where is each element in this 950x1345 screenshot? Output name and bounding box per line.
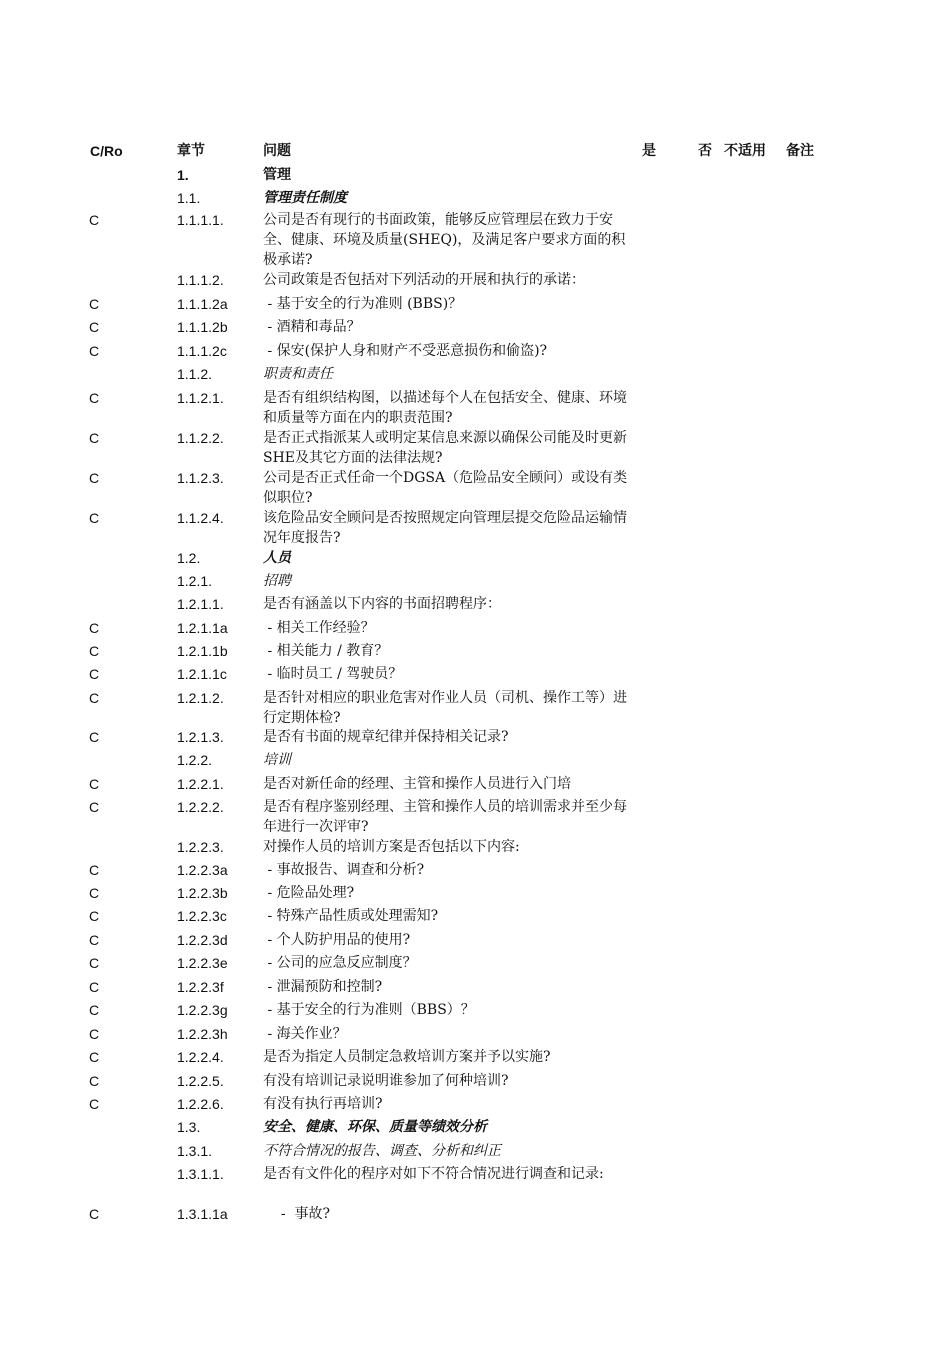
row-question: 是否有涵盖以下内容的书面招聘程序： xyxy=(263,596,501,612)
header-section: 章节 xyxy=(177,143,205,159)
row-question: 管理 xyxy=(263,167,291,183)
row-section: 1.2.2.3f xyxy=(177,979,224,995)
row-cro: C xyxy=(89,319,100,335)
row-section: 1.2.2.3a xyxy=(177,862,228,878)
row-section: 1.1. xyxy=(177,190,201,206)
row-cro: C xyxy=(89,1026,100,1042)
row-cro: C xyxy=(89,510,100,526)
header-na: 不适用 xyxy=(724,143,766,159)
row-section: 1.2.1. xyxy=(177,573,213,589)
row-section: 1.2.2.3e xyxy=(177,955,228,971)
row-question: - 泄漏预防和控制? xyxy=(263,979,383,995)
row-question: - 特殊产品性质或处理需知? xyxy=(263,908,439,924)
row-cro: C xyxy=(89,932,100,948)
row-question: 有没有培训记录说明谁参加了何种培训? xyxy=(263,1073,509,1089)
row-section: 1.2.2.3g xyxy=(177,1002,228,1018)
row-question: 公司是否正式任命一个DGSA（危险品安全顾问）或设有类似职位? xyxy=(263,470,628,506)
row-cro: C xyxy=(89,690,100,706)
row-question: - 事故? xyxy=(263,1206,330,1222)
row-question: 该危险品安全顾问是否按照规定向管理层提交危险品运输情况年度报告? xyxy=(263,510,627,546)
row-question: - 临时员工 / 驾驶员？ xyxy=(263,666,403,682)
row-section: 1.2.2.3d xyxy=(177,932,228,948)
row-section: 1.1.2.4. xyxy=(177,510,224,526)
row-cro: C xyxy=(89,885,100,901)
row-section: 1.3. xyxy=(177,1119,201,1135)
row-cro: C xyxy=(89,1073,100,1089)
row-section: 1.1.1.1. xyxy=(177,212,224,228)
row-cro: C xyxy=(89,643,100,659)
row-section: 1.2.2.3b xyxy=(177,885,228,901)
row-cro: C xyxy=(89,729,100,745)
row-section: 1.1.2.3. xyxy=(177,470,224,486)
row-question: 是否为指定人员制定急救培训方案并予以实施? xyxy=(263,1049,551,1065)
row-question: - 保安(保护人身和财产不受恶意损伤和偷盗)? xyxy=(263,343,548,359)
row-cro: C xyxy=(89,979,100,995)
row-question: - 事故报告、调查和分析? xyxy=(263,862,425,878)
row-section: 1.3.1.1. xyxy=(177,1166,224,1182)
row-question: - 海关作业？ xyxy=(263,1026,347,1042)
row-cro: C xyxy=(89,955,100,971)
row-section: 1.1.2.1. xyxy=(177,390,224,406)
row-cro: C xyxy=(89,862,100,878)
row-cro: C xyxy=(89,620,100,636)
header-remarks: 备注 xyxy=(786,143,814,159)
row-question: 公司政策是否包括对下列活动的开展和执行的承诺： xyxy=(263,272,585,288)
row-section: 1.2. xyxy=(177,550,201,566)
row-cro: C xyxy=(89,1049,100,1065)
row-question: 是否有程序鉴别经理、主管和操作人员的培训需求并至少每年进行一次评审? xyxy=(263,799,627,835)
row-question: 是否正式指派某人或明定某信息来源以确保公司能及时更新SHE及其它方面的法律法规? xyxy=(263,430,627,466)
row-question: 是否有书面的规章纪律并保持相关记录? xyxy=(263,729,509,745)
row-section: 1.1.1.2a xyxy=(177,296,228,312)
row-section: 1.2.1.2. xyxy=(177,690,224,706)
row-question: - 基于安全的行为准则 (BBS)？ xyxy=(263,296,463,312)
row-question: 是否针对相应的职业危害对作业人员（司机、操作工等）进行定期体检? xyxy=(263,690,627,726)
row-question: 招聘 xyxy=(263,573,291,589)
row-question: 是否有文件化的程序对如下不符合情况进行调查和记录: xyxy=(263,1166,604,1182)
row-question: - 公司的应急反应制度？ xyxy=(263,955,417,971)
row-section: 1.1.1.2b xyxy=(177,319,228,335)
row-cro: C xyxy=(89,343,100,359)
row-section: 1.2.1.3. xyxy=(177,729,224,745)
row-section: 1.2.2.3. xyxy=(177,839,224,855)
row-section: 1.2.2.3h xyxy=(177,1026,228,1042)
row-cro: C xyxy=(89,1002,100,1018)
row-question: 公司是否有现行的书面政策，能够反应管理层在致力于安全、健康、环境及质量(SHEQ)，及满足客户要求方面的积极承诺? xyxy=(263,212,626,268)
header-cro: C/Ro xyxy=(90,143,123,159)
row-cro: C xyxy=(89,799,100,815)
row-section: 1. xyxy=(177,167,189,183)
row-cro: C xyxy=(89,296,100,312)
row-section: 1.2.2. xyxy=(177,752,213,768)
header-question: 问题 xyxy=(263,143,291,159)
row-cro: C xyxy=(89,470,100,486)
row-question: 培训 xyxy=(263,752,291,768)
header-yes: 是 xyxy=(642,143,656,159)
row-section: 1.2.2.5. xyxy=(177,1073,224,1089)
row-section: 1.3.1. xyxy=(177,1143,213,1159)
row-question: 不符合情况的报告、调查、分析和纠正 xyxy=(263,1143,501,1159)
row-cro: C xyxy=(89,666,100,682)
row-section: 1.2.1.1b xyxy=(177,643,228,659)
row-question: - 危险品处理? xyxy=(263,885,355,901)
row-section: 1.3.1.1a xyxy=(177,1206,228,1222)
row-section: 1.1.2.2. xyxy=(177,430,224,446)
row-question: 安全、健康、环保、质量等绩效分析 xyxy=(263,1119,487,1135)
row-section: 1.2.2.4. xyxy=(177,1049,224,1065)
row-section: 1.2.2.2. xyxy=(177,799,224,815)
row-question: 对操作人员的培训方案是否包括以下内容: xyxy=(263,839,520,855)
row-section: 1.1.2. xyxy=(177,366,213,382)
row-question: 是否有组织结构图，以描述每个人在包括安全、健康、环境和质量等方面在内的职责范围? xyxy=(263,390,627,426)
row-question: 是否对新任命的经理、主管和操作人员进行入门培 xyxy=(263,776,571,792)
row-question: - 个人防护用品的使用? xyxy=(263,932,411,948)
row-cro: C xyxy=(89,390,100,406)
row-section: 1.2.2.6. xyxy=(177,1096,224,1112)
row-section: 1.2.1.1c xyxy=(177,666,227,682)
row-question: - 相关工作经验？ xyxy=(263,620,375,636)
row-section: 1.2.2.1. xyxy=(177,776,224,792)
row-cro: C xyxy=(89,1206,100,1222)
row-question: 人员 xyxy=(263,550,291,566)
row-section: 1.1.1.2. xyxy=(177,272,224,288)
row-section: 1.2.2.3c xyxy=(177,908,227,924)
row-section: 1.1.1.2c xyxy=(177,343,227,359)
row-question: 管理责任制度 xyxy=(263,190,347,206)
row-question: - 基于安全的行为准则（BBS）？ xyxy=(263,1002,475,1018)
row-cro: C xyxy=(89,908,100,924)
header-no: 否 xyxy=(698,143,712,159)
row-cro: C xyxy=(89,430,100,446)
row-cro: C xyxy=(89,212,100,228)
row-question: 职责和责任 xyxy=(263,366,333,382)
row-section: 1.2.1.1. xyxy=(177,596,224,612)
row-question: 有没有执行再培训? xyxy=(263,1096,383,1112)
row-section: 1.2.1.1a xyxy=(177,620,228,636)
row-question: - 酒精和毒品？ xyxy=(263,319,361,335)
row-cro: C xyxy=(89,776,100,792)
row-question: - 相关能力 / 教育？ xyxy=(263,643,389,659)
row-cro: C xyxy=(89,1096,100,1112)
